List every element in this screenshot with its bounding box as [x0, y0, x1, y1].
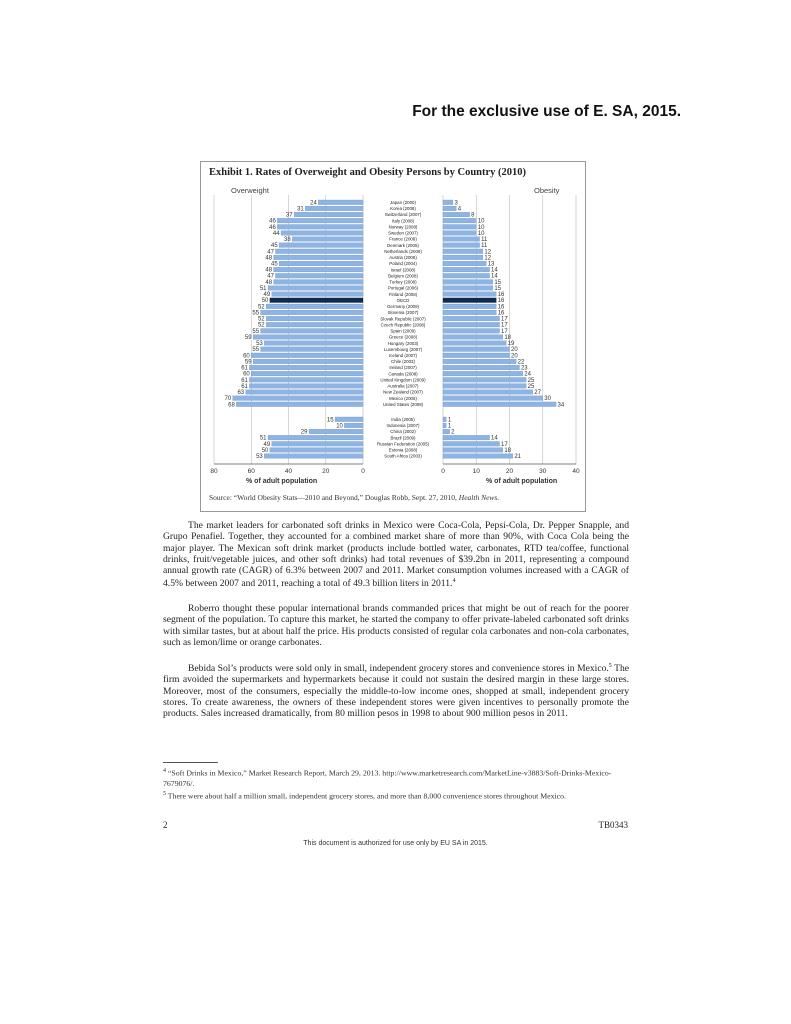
obesity-value-label: 15 [494, 285, 502, 292]
overweight-value-label: 47 [267, 249, 274, 256]
country-label: Greece (2008) [388, 334, 418, 340]
overweight-bar [249, 377, 363, 382]
p3-footnote-ref: 5 [608, 663, 612, 669]
country-label: Ireland (2007) [389, 365, 417, 371]
overweight-bar [279, 243, 363, 248]
obesity-bar [443, 396, 543, 401]
p2-text: Roberro thought these popular international brands commanded prices that might be out of reach for the poorer segment of the population. To capture this market, he started the company to offer private-labeled carbonated soft drinks with similar tastes, but at about half the price. His products consisted of regular cola carbonates and non-cola carbonates, such as lemon/lime or orange carbonates. [163, 603, 629, 648]
overweight-bar [272, 292, 363, 297]
overweight-bar [275, 249, 363, 254]
overweight-bar [268, 286, 363, 291]
country-label: Netherlands (2009) [384, 248, 422, 254]
obesity-value-label: 17 [501, 316, 508, 323]
country-label: Japan (2000) [390, 200, 416, 205]
obesity-bar [443, 417, 446, 422]
country-label: South Africa (2003) [384, 453, 422, 459]
obesity-bar [443, 249, 483, 254]
overweight-bar [249, 384, 363, 389]
obesity-value-label: 8 [471, 212, 475, 219]
obesity-bar [443, 273, 490, 278]
right-x-axis-label: % of adult population [486, 478, 558, 485]
obesity-value-label: 27 [534, 390, 541, 397]
left-tick-label: 0 [361, 468, 365, 475]
country-label: Israel (2008) [390, 267, 416, 273]
overweight-value-label: 61 [241, 365, 248, 372]
overweight-value-label: 60 [243, 371, 250, 378]
overweight-bar [277, 218, 363, 223]
overweight-value-label: 52 [257, 316, 265, 323]
overweight-bar [277, 224, 363, 229]
right-tick-label: 20 [505, 468, 514, 475]
overweight-bar [233, 396, 363, 401]
obesity-bar [443, 304, 496, 309]
country-label: Switzerland (2007) [384, 212, 422, 218]
obesity-value-label: 34 [557, 402, 565, 409]
country-label: Austria (2008) [389, 255, 417, 261]
overweight-value-label: 45 [271, 261, 278, 268]
obesity-bar [443, 359, 516, 364]
page-number: 2 [163, 820, 168, 830]
footnote-4-mark: 4 [163, 768, 166, 774]
obesity-value-label: 22 [517, 359, 525, 366]
overweight-value-label: 51 [259, 285, 267, 292]
country-label: Brazil (2009) [390, 435, 416, 441]
obesity-value-label: 11 [481, 237, 488, 244]
overweight-bar [270, 448, 363, 453]
obesity-bar [443, 280, 493, 285]
country-label: Belgium (2008) [388, 273, 418, 279]
obesity-value-label: 17 [501, 322, 508, 329]
obesity-bar [443, 200, 453, 205]
overweight-bar [266, 304, 363, 309]
overweight-bar [274, 267, 363, 272]
footnote-4-text: “Soft Drinks in Mexico,” Market Research Report, March 29, 2013. http://www.marketresearch.com/MarketLine-v3883/Soft-Drinks-Mexico-7679076/. [163, 768, 612, 788]
obesity-bar [443, 322, 500, 327]
obesity-bar [443, 237, 480, 242]
overweight-value-label: 55 [252, 310, 260, 317]
obesity-bar [443, 435, 490, 440]
obesity-value-label: 30 [544, 396, 551, 403]
country-label: India (2005) [391, 417, 415, 422]
source-journal: Health News. [458, 493, 500, 502]
country-label: Norway (2008) [388, 224, 418, 230]
obesity-value-label: 4 [457, 206, 462, 213]
obesity-value-label: 10 [477, 218, 485, 225]
obesity-bar [443, 335, 503, 340]
obesity-value-label: 12 [484, 255, 492, 262]
obesity-bar [443, 377, 526, 382]
overweight-bar [274, 255, 363, 260]
overweight-bar [261, 310, 363, 315]
overweight-value-label: 49 [263, 441, 271, 448]
country-label: Germany (2009) [387, 304, 419, 310]
obesity-bar [443, 261, 486, 266]
obesity-value-label: 14 [491, 267, 498, 274]
country-label: Canada (2008) [388, 371, 418, 377]
country-label: Slovenia (2007) [387, 310, 419, 316]
obesity-bar [443, 454, 513, 459]
country-label: Russian Federation (2005) [377, 441, 429, 447]
overweight-value-label: 48 [265, 267, 273, 274]
obesity-bar [443, 347, 510, 352]
exhibit-1-chart [200, 161, 586, 512]
overweight-value-label: 70 [224, 396, 232, 403]
overweight-value-label: 52 [257, 304, 265, 311]
obesity-value-label: 1 [447, 423, 452, 430]
overweight-panel-label: Overweight [231, 186, 269, 195]
overweight-value-label: 49 [263, 292, 271, 299]
obesity-bar [443, 365, 519, 370]
country-label: Iceland (2007) [388, 353, 418, 358]
obesity-value-label: 14 [491, 273, 498, 280]
country-label: Hungary (2003) [387, 340, 419, 346]
overweight-value-label: 53 [256, 341, 263, 348]
obesity-bar [443, 310, 496, 315]
country-label: New Zealand (2007) [383, 389, 423, 395]
overweight-bar [264, 454, 363, 459]
overweight-value-label: 46 [269, 224, 276, 231]
overweight-value-label: 59 [244, 359, 252, 366]
obesity-bar [443, 384, 526, 389]
obesity-value-label: 1 [447, 417, 452, 424]
overweight-bar [294, 212, 363, 217]
overweight-value-label: 48 [265, 255, 273, 262]
overweight-bar [251, 371, 363, 376]
overweight-value-label: 53 [256, 454, 263, 461]
exhibit-title: Exhibit 1. Rates of Overweight and Obesity Persons by Country (2010) [209, 167, 527, 178]
obesity-bar [443, 353, 510, 358]
overweight-value-label: 55 [252, 328, 260, 335]
overweight-bar [249, 365, 363, 370]
p3-text-a: Bebida Sol’s products were sold only in small, independent grocery stores and convenience stores in Mexico. [188, 663, 609, 675]
overweight-value-label: 50 [261, 298, 269, 305]
obesity-value-label: 23 [520, 365, 528, 372]
overweight-bar [261, 347, 363, 352]
p1-footnote-ref: 4 [452, 578, 456, 585]
country-label: Indonesia (2007) [386, 423, 420, 429]
country-label: Australia (2007) [387, 383, 419, 389]
overweight-value-label: 38 [284, 237, 291, 244]
authorization-notice: This document is authorized for use only by EU SA in 2015. [303, 840, 488, 847]
country-label: Poland (2004) [389, 261, 417, 267]
obesity-bar [443, 243, 480, 248]
overweight-bar [305, 206, 363, 211]
overweight-value-label: 59 [244, 334, 252, 341]
obesity-value-label: 10 [477, 224, 485, 231]
obesity-bar [443, 441, 500, 446]
left-x-axis-label: % of adult population [246, 478, 318, 485]
country-label: Estonia (2008) [388, 447, 418, 453]
overweight-bar [253, 335, 363, 340]
overweight-value-label: 44 [272, 230, 280, 237]
overweight-value-label: 55 [252, 347, 260, 354]
country-label: OECD [396, 297, 410, 303]
right-tick-label: 10 [472, 468, 480, 475]
left-tick-label: 80 [210, 468, 218, 475]
country-label: France (2008) [389, 236, 417, 242]
country-label: Czech Republic (2008) [380, 322, 426, 328]
obesity-bar [443, 298, 496, 303]
obesity-value-label: 10 [477, 230, 485, 237]
obesity-bar [443, 423, 446, 428]
overweight-value-label: 60 [243, 353, 250, 360]
obesity-value-label: 3 [454, 200, 458, 207]
overweight-value-label: 46 [269, 218, 276, 225]
overweight-value-label: 37 [285, 212, 293, 219]
obesity-bar [443, 206, 456, 211]
overweight-value-label: 15 [326, 417, 334, 424]
obesity-bar [443, 224, 476, 229]
footnote-5-text: There were about half a million small, independent grocery stores, and more than 8,000 convenience stores throughout Mexico. [166, 791, 566, 801]
overweight-value-label: 68 [228, 402, 235, 409]
country-label: United States (2008) [382, 401, 424, 407]
overweight-bar [266, 316, 363, 321]
overweight-bar [266, 322, 363, 327]
paragraph-roberro [163, 603, 629, 648]
overweight-bar [344, 423, 363, 428]
obesity-bar [443, 390, 533, 395]
obesity-bar [443, 371, 523, 376]
obesity-value-label: 14 [491, 435, 498, 442]
obesity-bar [443, 218, 476, 223]
obesity-value-label: 20 [511, 353, 518, 360]
overweight-value-label: 61 [241, 383, 248, 390]
obesity-bar [443, 267, 490, 272]
obesity-value-label: 16 [497, 298, 505, 305]
paragraph-bebida-sol [163, 661, 629, 720]
obesity-value-label: 25 [527, 377, 535, 384]
overweight-bar [309, 429, 363, 434]
overweight-bar [275, 273, 363, 278]
obesity-value-label: 16 [497, 304, 505, 311]
overweight-bar [272, 441, 363, 446]
paragraph-market-leaders [163, 520, 629, 590]
overweight-bar [268, 435, 363, 440]
overweight-value-label: 10 [336, 423, 343, 430]
obesity-value-label: 13 [487, 261, 495, 268]
overweight-value-label: 50 [261, 447, 269, 454]
obesity-value-label: 20 [511, 347, 518, 354]
overweight-value-label: 63 [237, 390, 245, 397]
source-text: Source: “World Obesity Stats—2010 and Beyond,” Douglas Robb, Sept. 27, 2010, [209, 493, 459, 502]
obesity-bar [443, 255, 483, 260]
obesity-value-label: 15 [494, 279, 502, 286]
obesity-value-label: 21 [514, 454, 522, 461]
left-tick-label: 20 [322, 468, 330, 475]
obesity-bar [443, 429, 450, 434]
overweight-value-label: 47 [267, 273, 274, 280]
obesity-value-label: 17 [501, 441, 508, 448]
document-id: TB0343 [598, 820, 628, 830]
country-label: United Kingdom (2009) [380, 377, 426, 383]
overweight-bar [318, 200, 363, 205]
p1-text: The market leaders for carbonated soft drinks in Mexico were Coca-Cola, Pepsi-Cola, Dr. Pepper Snapple, and Grupo Penafiel. Together, they accounted for a combined market share of more than 90%, with Coca Cola being the major player. The Mexican soft drink market (products include bottled water, carbonates, RTD tea/coffee, functional drinks, fruit/vegetable juices, and other soft drinks) had total revenues of $39.2bn in 2011, representing a compound annual growth rate (CAGR) of 6.3% between 2007 and 2011. Market consumption volumes increased with a CAGR of 4.5% between 2007 and 2011, reaching a total of 49.3 billion liters in 2011. [163, 520, 629, 590]
overweight-bar [251, 353, 363, 358]
obesity-value-label: 12 [484, 249, 492, 256]
obesity-bar [443, 292, 496, 297]
overweight-bar [236, 402, 363, 407]
country-label: Luxembourg (2007) [383, 346, 423, 352]
obesity-panel-label: Obesity [534, 186, 560, 195]
country-label: Portugal (2006) [387, 285, 419, 291]
overweight-bar [274, 280, 363, 285]
country-label: China (2002) [390, 429, 416, 435]
exclusive-use-watermark: For the exclusive use of E. SA, 2015. [412, 103, 681, 120]
left-tick-label: 60 [247, 468, 255, 475]
footnote-4 [163, 766, 629, 789]
overweight-bar [261, 329, 363, 334]
overweight-value-label: 24 [310, 200, 317, 207]
obesity-bar [443, 402, 556, 407]
overweight-value-label: 48 [265, 279, 273, 286]
obesity-value-label: 24 [524, 371, 531, 378]
obesity-value-label: 17 [501, 328, 508, 335]
country-label: Italy (2008) [392, 218, 414, 224]
overweight-bar [335, 417, 363, 422]
footnotes [163, 766, 629, 801]
obesity-bar [443, 329, 500, 334]
exhibit-source [209, 493, 499, 502]
overweight-value-label: 52 [257, 322, 265, 329]
overweight-value-label: 29 [300, 429, 308, 436]
country-label: Sweden (2007) [388, 230, 418, 236]
obesity-value-label: 2 [451, 429, 455, 436]
country-label: Chile (2003) [391, 359, 415, 365]
left-tick-label: 40 [284, 468, 293, 475]
country-label: Finland (2008) [388, 291, 418, 297]
obesity-bar [443, 212, 470, 217]
overweight-bar [253, 359, 363, 364]
overweight-value-label: 51 [259, 435, 267, 442]
obesity-value-label: 18 [504, 334, 512, 341]
obesity-bar [443, 341, 506, 346]
overweight-bar [270, 298, 363, 303]
footnote-5 [163, 789, 629, 802]
country-label: Turkey (2008) [389, 279, 417, 285]
obesity-value-label: 18 [504, 447, 512, 454]
overweight-bar [279, 261, 363, 266]
obesity-chart-svg [201, 162, 585, 511]
footnote-5-mark: 5 [163, 790, 166, 797]
obesity-bar [443, 231, 476, 236]
country-label: Denmark (2005) [387, 242, 419, 248]
obesity-value-label: 19 [507, 341, 515, 348]
country-label: Slovak Republic (2007) [380, 316, 426, 322]
overweight-bar [281, 231, 363, 236]
right-tick-label: 40 [572, 468, 580, 475]
overweight-value-label: 45 [271, 243, 278, 250]
obesity-bar [443, 448, 503, 453]
country-label: Spain (2009) [390, 328, 416, 334]
overweight-bar [292, 237, 363, 242]
country-label: Korea (2008) [390, 206, 416, 212]
p3-text-b: The firm avoided the supermarkets and hypermarkets because it could not sustain the desired margin in these large stores. Moreover, most of the consumers, especially the middle-to-low income ones, shopped at small, independent grocery stores. To create awareness, the owners of these independent stores were given incentives to personally promote the products. Sales increased dramatically, from 80 million pesos in 1998 to about 900 million pesos in 2011. [163, 663, 629, 720]
obesity-value-label: 25 [527, 383, 535, 390]
obesity-value-label: 16 [497, 310, 505, 317]
obesity-bar [443, 286, 493, 291]
overweight-value-label: 31 [297, 206, 304, 213]
overweight-bar [264, 341, 363, 346]
right-tick-label: 30 [539, 468, 547, 475]
obesity-bar [443, 316, 500, 321]
obesity-value-label: 16 [497, 292, 505, 299]
country-label: Mexico (2006) [389, 395, 417, 401]
overweight-bar [246, 390, 363, 395]
right-tick-label: 0 [441, 468, 445, 475]
footnote-rule [163, 762, 218, 763]
obesity-value-label: 11 [481, 243, 488, 250]
overweight-value-label: 61 [241, 377, 248, 384]
